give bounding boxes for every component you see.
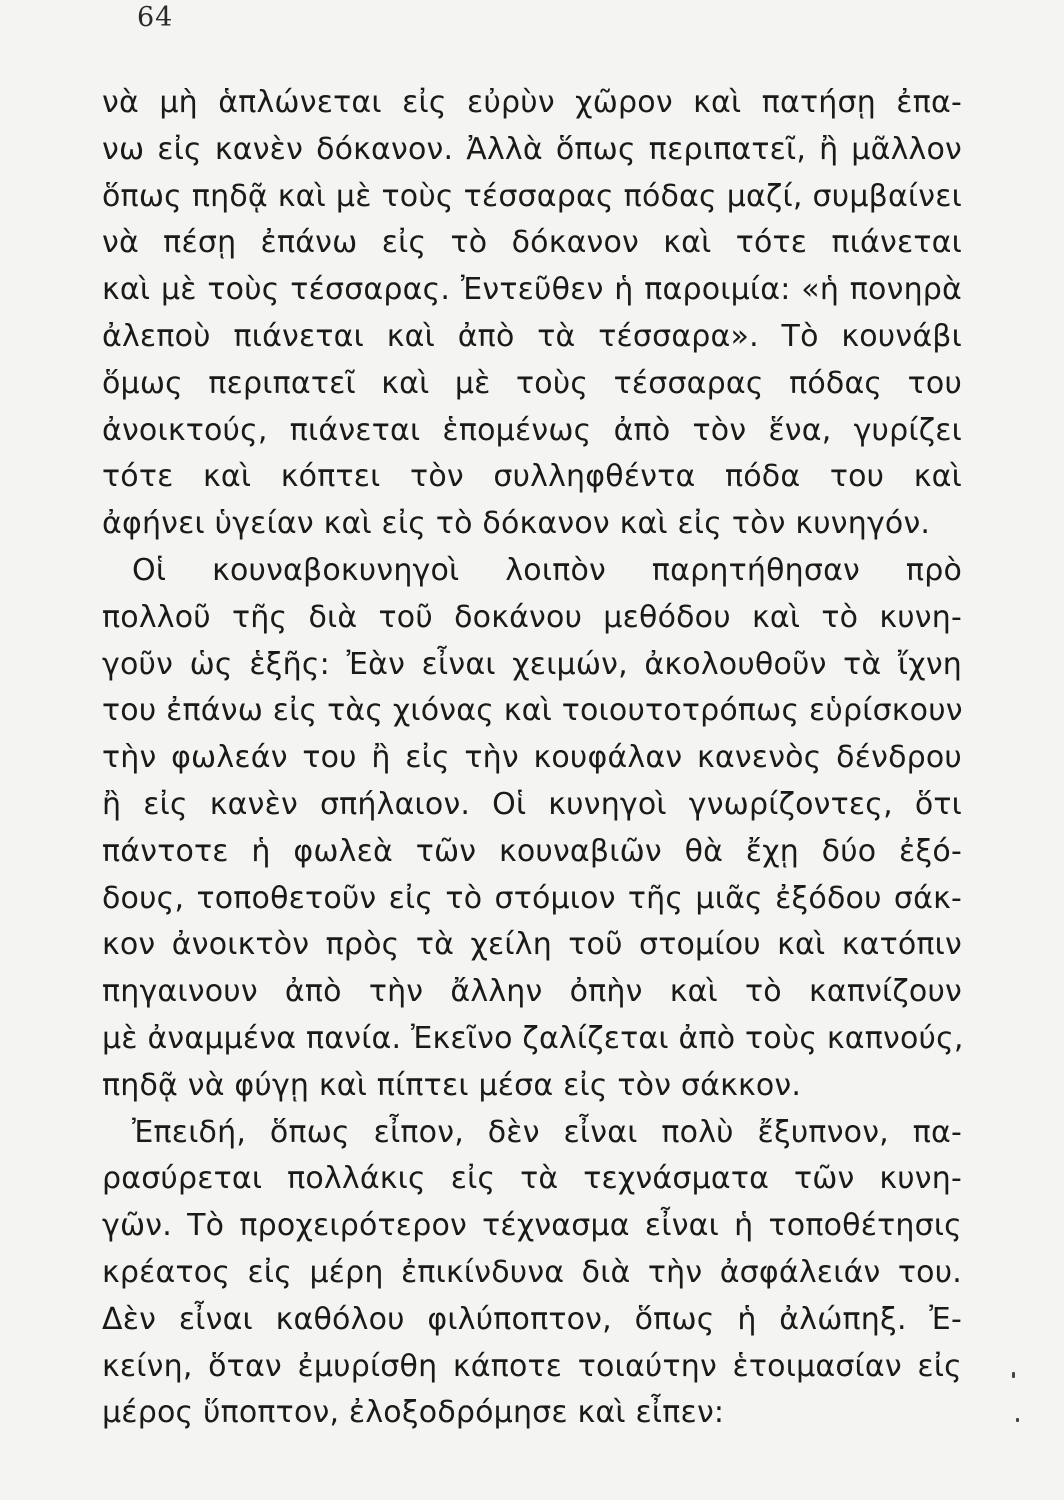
paper-speck [1016,1418,1019,1422]
text-line: νὰ πέσῃ ἐπάνω εἰς τὸ δόκανον καὶ τότε πιάνεται [102,225,962,261]
text-line: Δὲν εἶναι καθόλου φιλύποπτον, ὅπως ἡ ἀλώπηξ. Ἐ- [102,1301,962,1337]
paragraph-start-line: Οἱ κουναβοκυνηγοὶ λοιπὸν παρητήθησαν πρὸ [132,552,962,588]
text-line: πάντοτε ἡ φωλεὰ τῶν κουναβιῶν θὰ ἔχῃ δύο ἐξό- [102,833,962,869]
paragraph-start-line: Ἐπειδή, ὅπως εἶπον, δὲν εἶναι πολὺ ἔξυπνον, πα- [132,1114,962,1150]
text-line: μὲ ἀναμμένα πανία. Ἐκεῖνο ζαλίζεται ἀπὸ τοὺς καπνούς, [102,1020,964,1056]
text-line: ἀνοικτούς, πιάνεται ἑπομένως ἀπὸ τὸν ἕνα, γυρίζει [102,412,962,448]
text-line: ἀφήνει ὑγείαν καὶ εἰς τὸ δόκανον καὶ εἰς τὸν κυνηγόν. [102,506,931,542]
text-line: κρέατος εἰς μέρη ἐπικίνδυνα διὰ τὴν ἀσφάλειάν του. [102,1254,962,1290]
text-line: πηγαινουν ἀπὸ τὴν ἄλλην ὀπὴν καὶ τὸ καπνίζουν [102,974,962,1010]
text-line: πηδᾷ νὰ φύγῃ καὶ πίπτει μέσα εἰς τὸν σάκκον. [102,1067,802,1103]
text-line: ὅμως περιπατεῖ καὶ μὲ τοὺς τέσσαρας πόδας του [102,365,962,401]
text-line: γοῦν ὡς ἑξῆς: Ἐὰν εἶναι χειμών, ἀκολουθοῦν τὰ ἴχνη [102,646,962,682]
text-line: ρασύρεται πολλάκις εἰς τὰ τεχνάσματα τῶν κυνη- [102,1161,962,1197]
text-line: καὶ μὲ τοὺς τέσσαρας. Ἐντεῦθεν ἡ παροιμία: «ἡ πονηρὰ [102,272,962,308]
text-line: δους, τοποθετοῦν εἰς τὸ στόμιον τῆς μιᾶς ἐξόδου σάκ- [102,880,962,916]
text-line: πολλοῦ τῆς διὰ τοῦ δοκάνου μεθόδου καὶ τὸ κυνη- [102,599,962,635]
text-line: γῶν. Τὸ προχειρότερον τέχνασμα εἶναι ἡ τοποθέτησις [102,1208,962,1244]
text-line: νω εἰς κανὲν δόκανον. Ἀλλὰ ὅπως περιπατεῖ, ἢ μᾶλλον [102,131,962,167]
text-line: κον ἀνοικτὸν πρὸς τὰ χείλη τοῦ στομίου καὶ κατόπιν [102,927,962,963]
text-line: τὴν φωλεάν του ἢ εἰς τὴν κουφάλαν κανενὸς δένδρου [102,740,962,776]
body-text [102,80,962,1437]
text-line: μέρος ὕποπτον, ἐλοξοδρόμησε καὶ εἶπεν: [102,1395,725,1431]
paper-speck [1012,1372,1015,1378]
text-line: κείνη, ὅταν ἐμυρίσθη κάποτε τοιαύτην ἑτοιμασίαν εἰς [102,1348,962,1384]
page-number: 64 [137,2,174,33]
text-line: τότε καὶ κόπτει τὸν συλληφθέντα πόδα του καὶ [102,459,962,495]
text-line: ἢ εἰς κανὲν σπήλαιον. Οἱ κυνηγοὶ γνωρίζοντες, ὅτι [102,786,962,822]
text-line: ὅπως πηδᾷ καὶ μὲ τοὺς τέσσαρας πόδας μαζί, συμβαίνει [102,178,962,214]
text-line: του ἐπάνω εἰς τὰς χιόνας καὶ τοιουτοτρόπως εὑρίσκουν [102,693,963,729]
text-line: ἀλεποὺ πιάνεται καὶ ἀπὸ τὰ τέσσαρα». Τὸ κουνάβι [102,318,962,354]
text-line: νὰ μὴ ἁπλώνεται εἰς εὐρὺν χῶρον καὶ πατήσῃ ἐπα- [102,85,962,120]
